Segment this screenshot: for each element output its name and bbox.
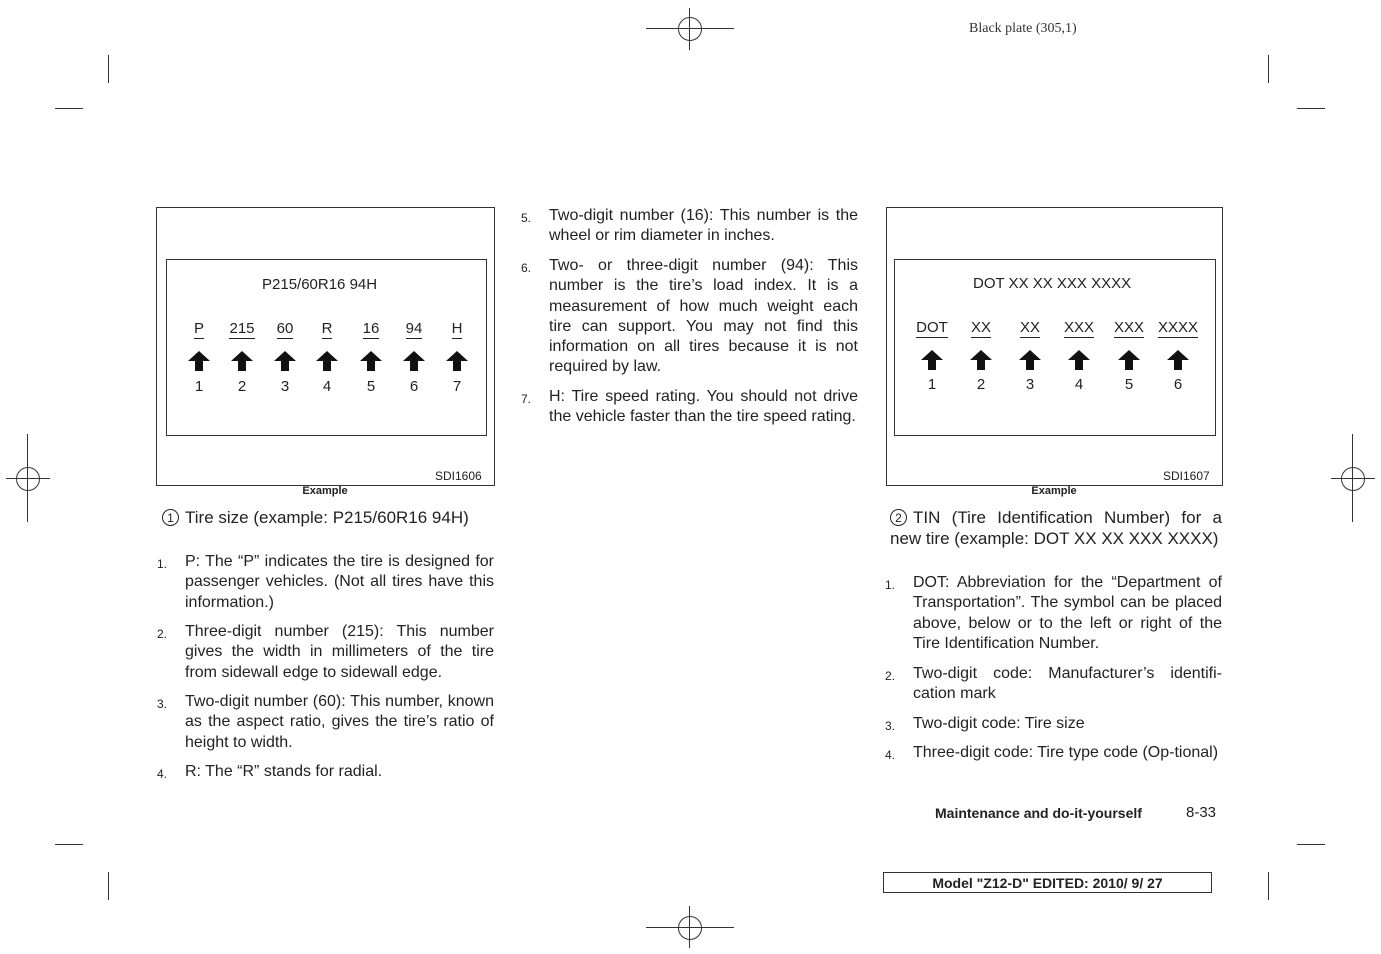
position-number: 4 (1074, 376, 1084, 393)
position-number: 1 (927, 376, 937, 393)
list-item-number: 6. (521, 261, 532, 275)
code-label: 60 (276, 320, 294, 337)
figure-title: P215/60R16 94H (262, 276, 378, 293)
up-arrow-icon (231, 351, 253, 371)
code-label: 215 (229, 320, 255, 337)
code-label: P (193, 320, 204, 337)
list-item (157, 762, 494, 782)
up-arrow-icon (1068, 350, 1090, 370)
position-number: 5 (366, 378, 376, 395)
section-heading-text: Tire size (example: P215/60R16 94H) (185, 508, 469, 527)
list-item-text: Two- or three-digit number (94): This number is the tire’s load index. It is a measurement of how much weight each tire can support. You may not find this information on all tires because it is not required by law. (549, 257, 858, 376)
list-item-number: 1. (885, 578, 896, 592)
position-number: 6 (409, 378, 419, 395)
list-item-text: Two-digit number (60): This number, known as the aspect ratio, gives the tire’s ratio of height to width. (185, 693, 494, 751)
plate-label: Black plate (305,1) (969, 21, 1077, 36)
section-marker: 2 (890, 509, 907, 526)
figure-title: DOT XX XX XXX XXXX (973, 275, 1132, 292)
up-arrow-icon (1019, 350, 1041, 370)
list-item (885, 664, 1222, 705)
list-item (885, 714, 1222, 734)
figure-ref: SDI1606 (435, 469, 482, 483)
up-arrow-icon (188, 351, 210, 371)
list-item-text: P: The “P” indicates the tire is designed for passenger vehicles. (Not all tires have this information.) (185, 553, 494, 611)
position-number: 3 (280, 378, 290, 395)
section-heading-tin (890, 507, 1222, 549)
position-number: 4 (322, 378, 332, 395)
list-item-text: R: The “R” stands for radial. (185, 763, 383, 780)
list-item (521, 387, 858, 428)
list-item (521, 256, 858, 378)
up-arrow-icon (1118, 350, 1140, 370)
section-heading-text: TIN (Tire Identification Number) for a new tire (example: DOT XX XX XXX XXXX) (890, 508, 1222, 548)
list-item (885, 743, 1222, 763)
code-label: H (451, 320, 463, 337)
figure-ref: SDI1607 (1163, 469, 1210, 483)
code-label: XX (970, 319, 991, 336)
footer-section-title: Maintenance and do-it-yourself (935, 805, 1142, 821)
list-item-number: 1. (157, 557, 168, 571)
list-item-number: 2. (157, 627, 168, 641)
position-number: 7 (452, 378, 462, 395)
position-number: 2 (976, 376, 986, 393)
section-marker: 1 (162, 509, 179, 526)
up-arrow-icon (970, 350, 992, 370)
list-item-text: Three-digit code: Tire type code (Op-tional) (913, 744, 1219, 761)
list-item-number: 2. (885, 669, 896, 683)
model-edited-label: Model "Z12-D" EDITED: 2010/ 9/ 27 (883, 872, 1212, 893)
position-number: 1 (194, 378, 204, 395)
list-item (157, 622, 494, 683)
up-arrow-icon (316, 351, 338, 371)
list-item (521, 206, 858, 247)
code-label: XXX (1063, 319, 1094, 336)
up-arrow-icon (446, 351, 468, 371)
position-number: 3 (1025, 376, 1035, 393)
tire-size-figure (156, 207, 495, 486)
code-label: 94 (405, 320, 423, 337)
code-label: XXXX (1157, 319, 1199, 336)
figure-caption: Example (1031, 485, 1077, 497)
list-item-text: DOT: Abbreviation for the “Department of Transportation”. The symbol can be placed above, below or to the left or right of the Tire Identification Number. (913, 574, 1222, 652)
up-arrow-icon (360, 351, 382, 371)
code-label: XXX (1113, 319, 1144, 336)
code-label: 16 (362, 320, 380, 337)
list-item-number: 4. (885, 748, 896, 762)
code-label: DOT (916, 319, 948, 336)
position-number: 2 (237, 378, 247, 395)
up-arrow-icon (403, 351, 425, 371)
list-item (157, 692, 494, 753)
position-number: 5 (1124, 376, 1134, 393)
page-number: 8-33 (1186, 804, 1217, 821)
list-item-number: 3. (885, 719, 896, 733)
list-item-text: Three-digit number (215): This number gives the width in millimeters of the tire from sidewall edge to sidewall edge. (185, 623, 494, 681)
list-item-text: Two-digit code: Tire size (913, 715, 1085, 732)
up-arrow-icon (1167, 350, 1189, 370)
list-item-text: Two-digit code: Manufacturer’s identifi-cation mark (913, 665, 1222, 703)
up-arrow-icon (274, 351, 296, 371)
code-label: XX (1019, 319, 1040, 336)
list-item-number: 5. (521, 211, 532, 225)
list-item-number: 3. (157, 697, 168, 711)
list-item-text: Two-digit number (16): This number is the wheel or rim diameter in inches. (549, 207, 858, 245)
list-item-number: 7. (521, 392, 532, 406)
position-number: 6 (1173, 376, 1183, 393)
list-item-text: H: Tire speed rating. You should not drive the vehicle faster than the tire speed rating. (549, 388, 858, 426)
section-heading-tire-size (162, 507, 494, 528)
code-label: R (321, 320, 333, 337)
figure-caption: Example (302, 485, 348, 497)
list-item (885, 573, 1222, 654)
list-item-number: 4. (157, 767, 168, 781)
list-item (157, 552, 494, 613)
up-arrow-icon (921, 350, 943, 370)
tin-figure (886, 207, 1223, 486)
